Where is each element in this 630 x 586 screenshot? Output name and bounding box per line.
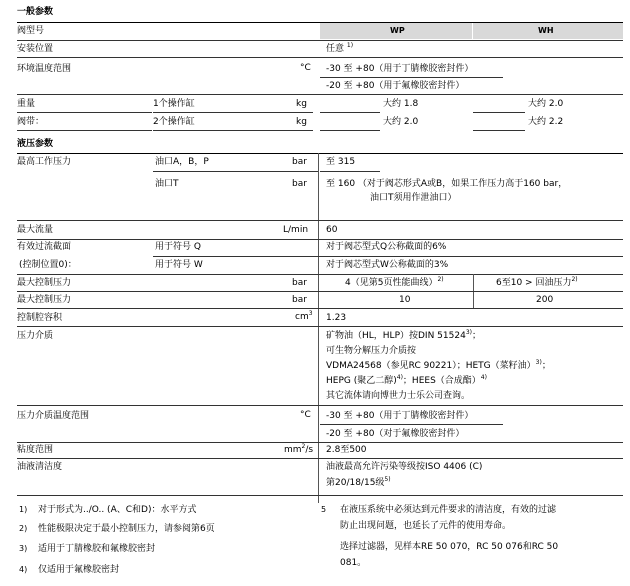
row-line bbox=[17, 220, 623, 221]
row-line bbox=[320, 424, 503, 425]
cross-label-2: (控制位置0)： bbox=[19, 260, 77, 270]
port-t-unit: bar bbox=[292, 179, 307, 189]
row-line bbox=[17, 130, 152, 131]
valve-type-label: 阀型号 bbox=[17, 26, 45, 36]
row-line bbox=[17, 405, 623, 406]
fluid-line-3: VDMA24568（参见RC 90221）；HETG（菜籽油）$^{3)}$； bbox=[326, 359, 551, 371]
max-pressure-label: 最高工作压力 bbox=[17, 157, 72, 167]
row-line bbox=[17, 112, 152, 113]
weight-label: 重量 bbox=[17, 99, 36, 109]
port-abp-unit: bar bbox=[292, 157, 307, 167]
row-line bbox=[320, 130, 380, 131]
weight-wh: 大约 2.0 bbox=[528, 99, 564, 109]
port-t-label: 油口T bbox=[155, 179, 179, 189]
valve-band-label: 阀带： bbox=[17, 117, 45, 127]
cross-w-value: 对于阀芯型式W公称截面的3% bbox=[326, 260, 449, 270]
fluid-temp-fkm: -20 至 +80（对于氟橡胶密封件） bbox=[326, 429, 465, 439]
max-flow-value: 60 bbox=[326, 225, 338, 235]
port-abp-label: 油口A，B，P bbox=[155, 157, 209, 167]
fluid-line-2: 可生物分解压力介质按 bbox=[326, 346, 417, 356]
row-line bbox=[17, 308, 623, 309]
max-ctrl-unit: bar bbox=[292, 278, 307, 288]
chamber-label: 控制腔容积 bbox=[17, 313, 63, 323]
footnote-4-mark: 4) bbox=[19, 565, 28, 574]
footnote-5-text-4: 081。 bbox=[340, 558, 367, 568]
footnote-1-text: 对于形式为../O.. (A、C和D)：水平方式 bbox=[38, 505, 197, 515]
fluid-temp-unit: °C bbox=[300, 410, 311, 420]
valve-band-wp: 大约 2.0 bbox=[383, 117, 419, 127]
cross-q-sub: 用于符号 Q bbox=[155, 242, 201, 252]
chamber-unit: $cm^3$ bbox=[295, 310, 313, 322]
row-line bbox=[17, 495, 623, 496]
install-label: 安装位置 bbox=[17, 44, 54, 54]
ambient-label: 环境温度范围 bbox=[17, 64, 72, 74]
valve-band-sub: 2个操作缸 bbox=[153, 117, 195, 127]
clean-label: 油液清洁度 bbox=[17, 462, 63, 472]
viscosity-label: 粘度范围 bbox=[17, 445, 54, 455]
footnote-1-mark: 1) bbox=[19, 505, 28, 514]
fluid-line-4: HEPG (聚乙二醇)$^{4)}$；HEES（合成酯）$^{4)}$ bbox=[326, 374, 487, 386]
col-wh-header: WH bbox=[538, 26, 554, 35]
max-ctrl2-wp: 10 bbox=[399, 295, 411, 305]
row-line bbox=[17, 442, 623, 443]
max-flow-unit: L/min bbox=[283, 225, 309, 235]
footnote-5-mark: 5 bbox=[321, 505, 327, 514]
max-ctrl2-label: 最大控制压力 bbox=[17, 295, 72, 305]
cross-q-value: 对于阀芯型式Q公称截面的6% bbox=[326, 242, 447, 252]
max-ctrl-wh: 6至10 > 回油压力$^{2)}$ bbox=[496, 276, 578, 288]
valve-band-wh: 大约 2.2 bbox=[528, 117, 564, 127]
row-line bbox=[473, 112, 525, 113]
footnote-5-text-3: 选择过滤器，见样本RE 50 070，RC 50 076和RC 50 bbox=[340, 542, 559, 552]
fluid-temp-nbr: -30 至 +80（用于丁腈橡胶密封件） bbox=[326, 411, 474, 421]
hydraulic-divider bbox=[17, 153, 623, 154]
footnote-5-text-2: 防止出现问题，也延长了元件的使用寿命。 bbox=[340, 521, 512, 531]
general-heading: 一般参数 bbox=[17, 7, 54, 17]
ambient-fkm: -20 至 +80（用于氟橡胶密封件） bbox=[326, 81, 465, 91]
footnote-3-text: 适用于丁腈橡胶和氟橡胶密封 bbox=[38, 544, 156, 554]
port-t-value-2: 油口T须用作泄油口） bbox=[370, 193, 457, 203]
max-ctrl-label: 最大控制压力 bbox=[17, 278, 72, 288]
row-line bbox=[17, 291, 623, 292]
footnote-3-mark: 3) bbox=[19, 544, 28, 553]
fluid-line-5: 其它流体请向博世力士乐公司查询。 bbox=[326, 391, 471, 401]
clean-value-1: 油液最高允许污染等级按ISO 4406 (C) bbox=[326, 462, 483, 472]
row-line bbox=[17, 326, 623, 327]
row-line bbox=[153, 130, 313, 131]
row-line bbox=[153, 112, 313, 113]
chamber-value: 1.23 bbox=[326, 313, 347, 323]
port-t-value-1: 至 160 （对于阀芯形式A或B，如果工作压力高于160 bar， bbox=[326, 179, 568, 189]
footnote-4-text: 仅适用于氟橡胶密封 bbox=[38, 565, 120, 575]
row-line bbox=[17, 57, 623, 58]
cross-label: 有效过流截面 bbox=[17, 242, 72, 252]
footnote-2-text: 性能极限决定于最小控制压力，请参阅第6页 bbox=[38, 524, 215, 534]
max-ctrl-wp: 4（见第5页性能曲线）$^{2)}$ bbox=[345, 276, 444, 288]
port-abp-value: 至 315 bbox=[326, 157, 356, 167]
fluid-label: 压力介质 bbox=[17, 331, 54, 341]
row-line bbox=[473, 130, 525, 131]
fluid-temp-label: 压力介质温度范围 bbox=[17, 411, 90, 421]
weight-wp: 大约 1.8 bbox=[383, 99, 419, 109]
row-line bbox=[320, 77, 503, 78]
max-flow-label: 最大流量 bbox=[17, 225, 54, 235]
row-line bbox=[153, 171, 318, 172]
viscosity-unit: $mm^2/s$ bbox=[284, 443, 314, 455]
cross-w-sub: 用于符号 W bbox=[155, 260, 203, 270]
install-value: 任意 $^{1)}$ bbox=[326, 42, 354, 54]
col-wp-header: WP bbox=[390, 26, 405, 35]
ambient-nbr: -30 至 +80（用于丁腈橡胶密封件） bbox=[326, 64, 474, 74]
weight-sub: 1个操作缸 bbox=[153, 99, 195, 109]
row-line bbox=[17, 274, 623, 275]
fluid-line-1: 矿物油（HL，HLP）按DIN 51524$^{3)}$； bbox=[326, 329, 481, 341]
row-line bbox=[320, 171, 380, 172]
column-divider bbox=[318, 153, 319, 503]
weight-unit: kg bbox=[296, 99, 307, 109]
viscosity-value: 2.8至500 bbox=[326, 445, 367, 455]
row-line bbox=[17, 94, 623, 95]
row-line bbox=[153, 256, 623, 257]
footnote-5-text-1: 在液压系统中必须达到元件要求的清洁度，有效的过滤 bbox=[340, 505, 557, 515]
row-line bbox=[17, 239, 623, 240]
row-line bbox=[17, 458, 623, 459]
ambient-unit: °C bbox=[300, 63, 311, 73]
row-line bbox=[320, 112, 380, 113]
max-ctrl2-unit: bar bbox=[292, 295, 307, 305]
hydraulic-heading: 液压参数 bbox=[17, 139, 54, 149]
clean-value-2: 第20/18/15级$^{5)}$ bbox=[326, 476, 391, 488]
footnote-2-mark: 2) bbox=[19, 524, 28, 533]
valve-band-unit: kg bbox=[296, 117, 307, 127]
row-line bbox=[17, 40, 623, 41]
max-ctrl2-wh: 200 bbox=[536, 295, 554, 305]
